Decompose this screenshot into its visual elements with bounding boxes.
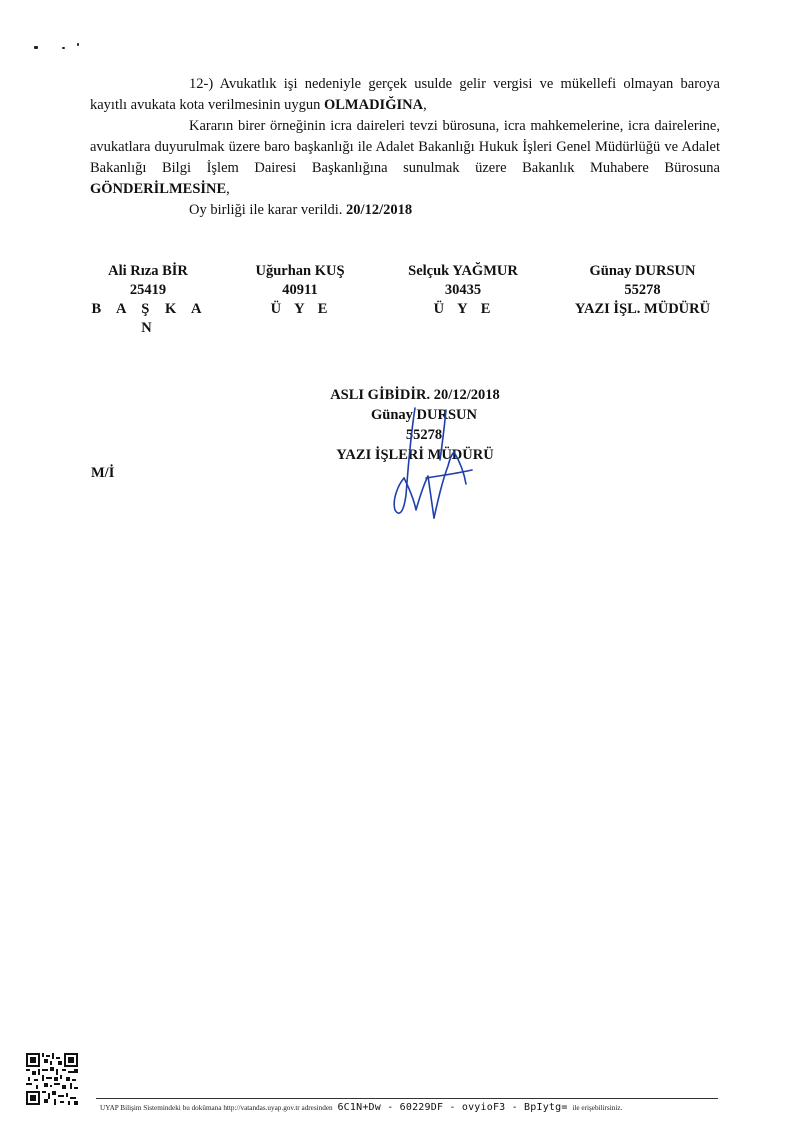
- signatory-chair: [88, 262, 208, 338]
- paragraph-text: Kararın birer örneğinin icra daireleri tevzi bürosuna, icra mahkemelerine, icra dairelerine, avukatlara duyurulmak üzere baro başkanlığı ile Adalet Bakanlığı Hukuk İşleri Genel Müdürlüğü ve Adalet Bakanlığı Bilgi İşlem Dairesi Başkanlığına sunulmak üzere Bakanlık Muhabere Bürosuna: [90, 118, 720, 176]
- paragraph-decision-12: [90, 74, 720, 116]
- paragraph-bold: OLMADIĞINA: [323, 97, 424, 113]
- certifier-number: 55278: [405, 427, 443, 443]
- verification-code[interactable]: 6C1N+Dw - 60229DF - ovyioF3 - BpIytg=: [337, 1102, 568, 1113]
- scan-speck: [62, 47, 65, 49]
- decision-text: [90, 74, 720, 221]
- handwritten-signature: [380, 400, 480, 530]
- signatory-number: 55278: [624, 282, 661, 298]
- certifier-title: YAZI İŞLERİ MÜDÜRÜ: [336, 447, 494, 463]
- signatory-name: Uğurhan KUŞ: [255, 263, 345, 279]
- paragraph-bold: GÖNDERİLMESİNE: [90, 181, 227, 197]
- signatory-member-1: [240, 262, 360, 319]
- scan-speck: [77, 43, 79, 46]
- signatory-name: Günay DURSUN: [589, 263, 696, 279]
- paragraph-text: 12-) Avukatlık işi nedeniyle gerçek usulde gelir vergisi ve mükellefi olmayan baroya kayıtlı avukata kota verilmesinin uygun: [90, 76, 720, 113]
- signatory-name: Selçuk YAĞMUR: [408, 263, 518, 279]
- footer-prefix: UYAP Bilişim Sistemindeki bu dokümana http://vatandas.uyap.gov.tr adresinden: [100, 1104, 333, 1112]
- paragraph-distribution: [90, 116, 720, 200]
- signatory-number: 30435: [444, 282, 482, 298]
- paragraph-tail: ,: [226, 181, 230, 197]
- footer-rule: [96, 1098, 718, 1099]
- signatory-role: Ü Y E: [270, 301, 330, 317]
- certified-copy-line: ASLI GİBİDİR. 20/12/2018: [330, 387, 500, 403]
- footer-verification: [100, 1102, 622, 1113]
- signatory-member-2: [393, 262, 533, 319]
- qr-code[interactable]: [26, 1053, 78, 1105]
- signatory-clerk: [560, 262, 725, 319]
- mi-mark: M/İ: [91, 465, 115, 481]
- signatory-number: 40911: [282, 282, 318, 298]
- signatory-name: Ali Rıza BİR: [108, 263, 188, 279]
- paragraph-text: Oy birliği ile karar verildi.: [189, 202, 347, 218]
- signatory-role: Ü Y E: [433, 301, 493, 317]
- scan-speck: [34, 46, 38, 49]
- signatory-number: 25419: [129, 282, 167, 298]
- decision-date: 20/12/2018: [346, 202, 413, 218]
- paragraph-unanimous: [90, 200, 720, 221]
- certifier-name: Günay DURSUN: [371, 407, 477, 423]
- signatory-role: B A Ş K A N: [91, 301, 205, 336]
- footer-suffix: ile erişebilirsiniz.: [572, 1104, 623, 1112]
- signatory-role: YAZI İŞL. MÜDÜRÜ: [574, 301, 711, 317]
- paragraph-tail: ,: [423, 97, 427, 113]
